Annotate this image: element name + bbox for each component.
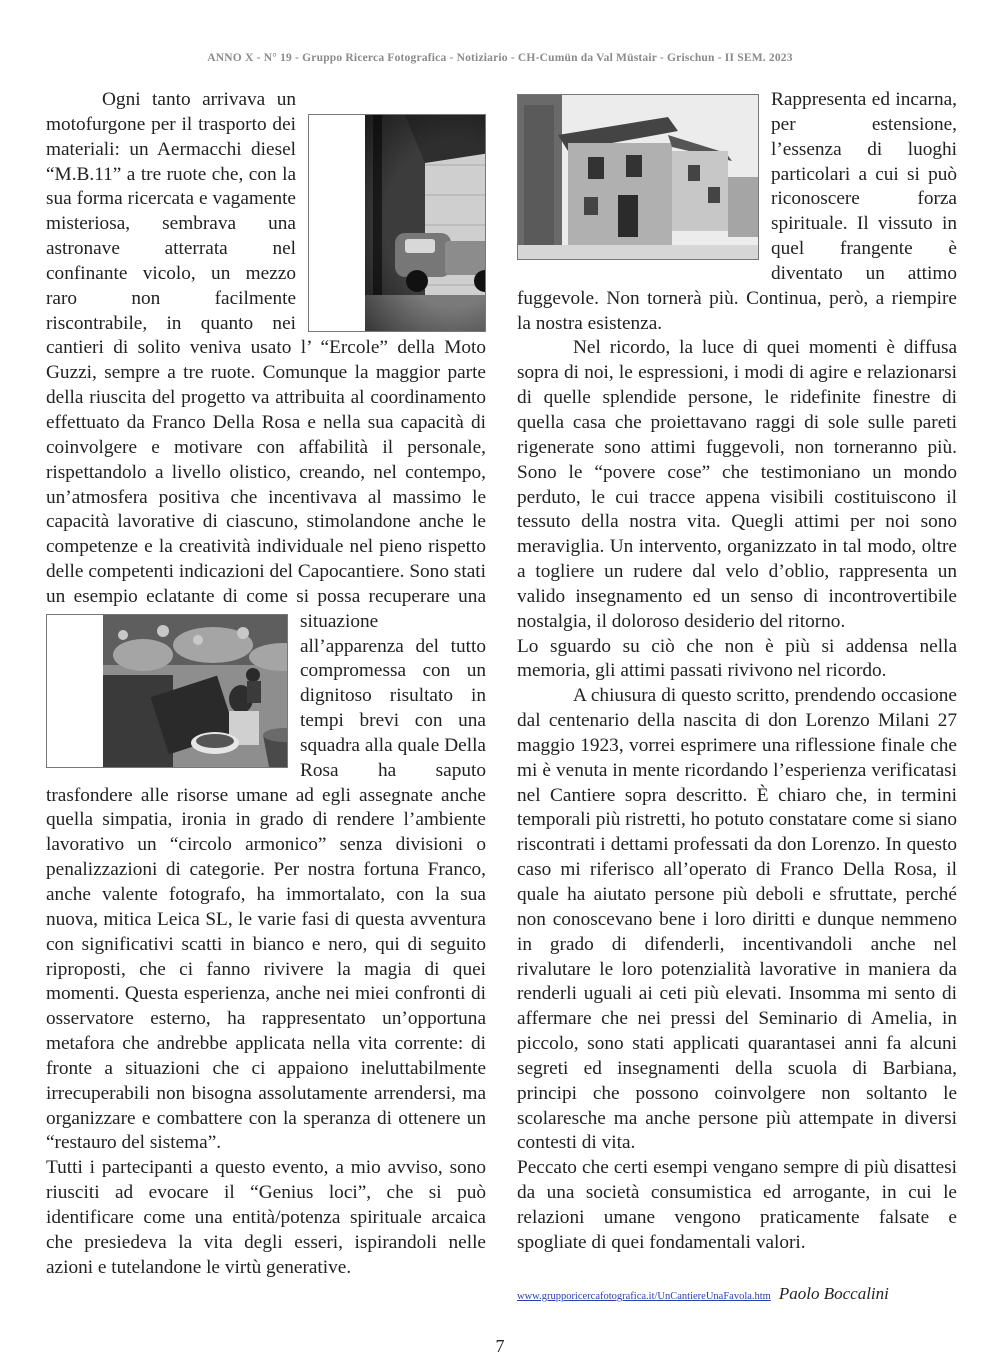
paragraph: Nel ricordo, la luce di quei momenti è diffusa sopra di noi, le espressioni, i modi di agire e relazionarsi di quelle splendide persone, le ridefinite finestre di quella casa che proiettavano raggi di sole sulle pareti rigenerate sono attimi fuggevoli, non torneranno più. Sono le “povere cose” che testimoniano un mondo perduto, le cui tracce appena visibili costituiscono il tessuto della nostra vita. Quegli attimi per noi sono meraviglia. Un intervento, organizzato in tal modo, oltre a togliere un rudere dal velo d’oblio, rappresenta un valido insegnamento ed un senso di incontrovertibile nostalgia, il doloroso desiderio del ritorno. — [517, 337, 957, 632]
paragraph: A chiusura di questo scritto, prendendo occasione dal centenario della nascita di don Lorenzo Milani 27 maggio 1923, vorrei esprimere una riflessione finale che mi è venuta in mente ricordando l’esperienza verificatasi nel Cantiere sopra descritto. È chiaro che, in termini temporali più ristretti, ho potuto constatare come si siano riscontrati i dettami professati da don Lorenzo. In questo caso mi riferisco all’operato di Franco Della Rosa, il quale ha aiutato persone più deboli e sfruttate, perché non conoscevano bene i loro diritti e dunque nemmeno in grado di difenderli, incentivandoli anche nel rivalutare le loro potenzialità lavorative in maniera da renderli uguali ai ceti più elevati. Insomma mi sento di affermare che nei pressi del Seminario di Amelia, in piccolo, sono stati applicati quarantasei anni fa alcuni segreti ed insegnamenti della scuola di Barbiana, principi che possono coinvolgere non soltanto le scolaresche ma anche persone più attempate in diversi contesti di vita. — [517, 685, 957, 1154]
paragraph: Peccato che certi esempi vengano sempre di più disattesi da una società consumistica ed arrogante, in cui le relazioni umane vengono praticamente falsate e spogliate di quei fondamentali valori. — [517, 1157, 957, 1253]
source-link[interactable]: www.grupporicercafotografica.it/UnCantiereUnaFavola.htm — [517, 1291, 771, 1302]
photo-house — [517, 94, 759, 260]
photo-workers — [46, 614, 288, 768]
author-name: Paolo Boccalini — [778, 1284, 889, 1303]
photo-motofurgone — [308, 114, 486, 332]
running-header: ANNO X - N° 19 - Gruppo Ricerca Fotografica - Notiziario - CH-Cumün da Val Müstair - Grischun - II SEM. 2023 — [207, 52, 793, 64]
right-column — [517, 88, 957, 1256]
page-number: 7 — [495, 1336, 505, 1356]
paragraph: Tutti i partecipanti a questo evento, a mio avviso, sono riusciti ad evocare il “Genius loci”, che si può identificare come una entità/potenza spirituale arcaica che presiedeva la vita degli esseri, ispirandoli nelle azioni e tutelandone le virtù generative. — [46, 1157, 486, 1278]
motofurgone-photo-image — [365, 115, 486, 331]
article-text: si possa recuperare una situazione all’apparenza del tutto compromessa con un dignitoso risultato in tempi brevi con una squadra alla quale Della Rosa ha saputo trasfondere alle risorse umane ad egli assegnate anche quella simpatia, ironia in grado di rendere l’ambiente lavorativo un “circolo armonico” senza divisioni o penalizzazioni di categorie. Per nostra fortuna Franco, anche valente fotografo, ha immortalato, con la sua nuova, mitica Leica SL, le varie fasi di questa avventura con significativi scatti in bianco e nero, qui di seguito riproposti, che ci fanno rivivere la magia di quei momenti. Questa esperienza, anche nei miei confronti di osservatore esterno, ha rappresentato un’opportuna metafora che andrebbe applicata nella vita corrente: di fronte a situazioni che ci appaiono ineluttabilmente irrecuperabili non bisogna assolutamente arrendersi, ma organizzare e combattere con la speranza di ottenere un “restauro del sistema”. — [46, 585, 486, 1154]
workers-photo-image — [103, 615, 288, 767]
house-photo-image — [518, 95, 758, 259]
paragraph: Lo sguardo su ciò che non è più si addensa nella memoria, gli attimi passati rivivono nel ricordo. — [517, 635, 957, 682]
paragraph: Ogni tanto arrivava un motofurgone per il trasporto dei materiali: un Aermacchi diesel “M.B.11” a tre ruote che, con la sua forma ricercata e vagamente misteriosa, sembrava una astronave atterrata nel confinante vicolo, un mezzo raro non facilmente riscontrabile, in quanto nei cantieri di solito veniva usato l’ “Ercole” della Moto Guzzi, sempre a tre ruote. Comunque la maggior parte della riuscita del progetto va attribuita al coordinamento effettuato da Franco Della Rosa e nella sua capacità di coinvolgere e motivare con affabilità il personale, rispettandolo a livello olistico, creando, nel contempo, un’atmosfera positiva che incentivava al massimo le capacità lavorative di ciascuno, stimolandone anche le competenze e la creatività individuale nel pieno rispetto delle competenti indicazioni del Capocantiere. Sono stati un esempio eclatante di come si possa recuperare una situazione all’apparenza del tutto compromessa con un dignitoso risultato in tempi brevi con una squadra alla quale Della Rosa ha saputo trasfondere alle risorse umane ad egli assegnate anche quella simpatia, ironia in grado di rendere l’ambiente lavorativo un “circolo armonico” senza divisioni o penalizzazioni di categorie. Per nostra fortuna Franco, anche valente fotografo, ha immortalato, con la sua nuova, mitica Leica SL, le varie fasi di questa avventura con significativi scatti in bianco e nero, qui di seguito riproposti, che ci fanno rivivere la magia di quei momenti. Questa esperienza, anche nei miei confronti di osservatore esterno, ha rappresentato un’opportuna metafora che andrebbe applicata nella vita corrente: di fronte a situazioni che ci appaiono ineluttabilmente irrecuperabili non bisogna assolutamente arrendersi, ma organizzare e combattere con la speranza di ottenere un “restauro del sistema”. — [46, 88, 486, 1156]
left-column — [46, 88, 486, 1281]
credit-line — [517, 1284, 957, 1304]
article-text: Rappresenta ed incarna, per estensione, l’essenza di luoghi particolari a cui si può riconoscere forza spirituale. Il vissuto in quel frangente è diventato un attimo fuggevole. Non tornerà più. Continua, però, a riempire la nostra esistenza. — [517, 89, 957, 334]
paragraph — [517, 88, 957, 336]
